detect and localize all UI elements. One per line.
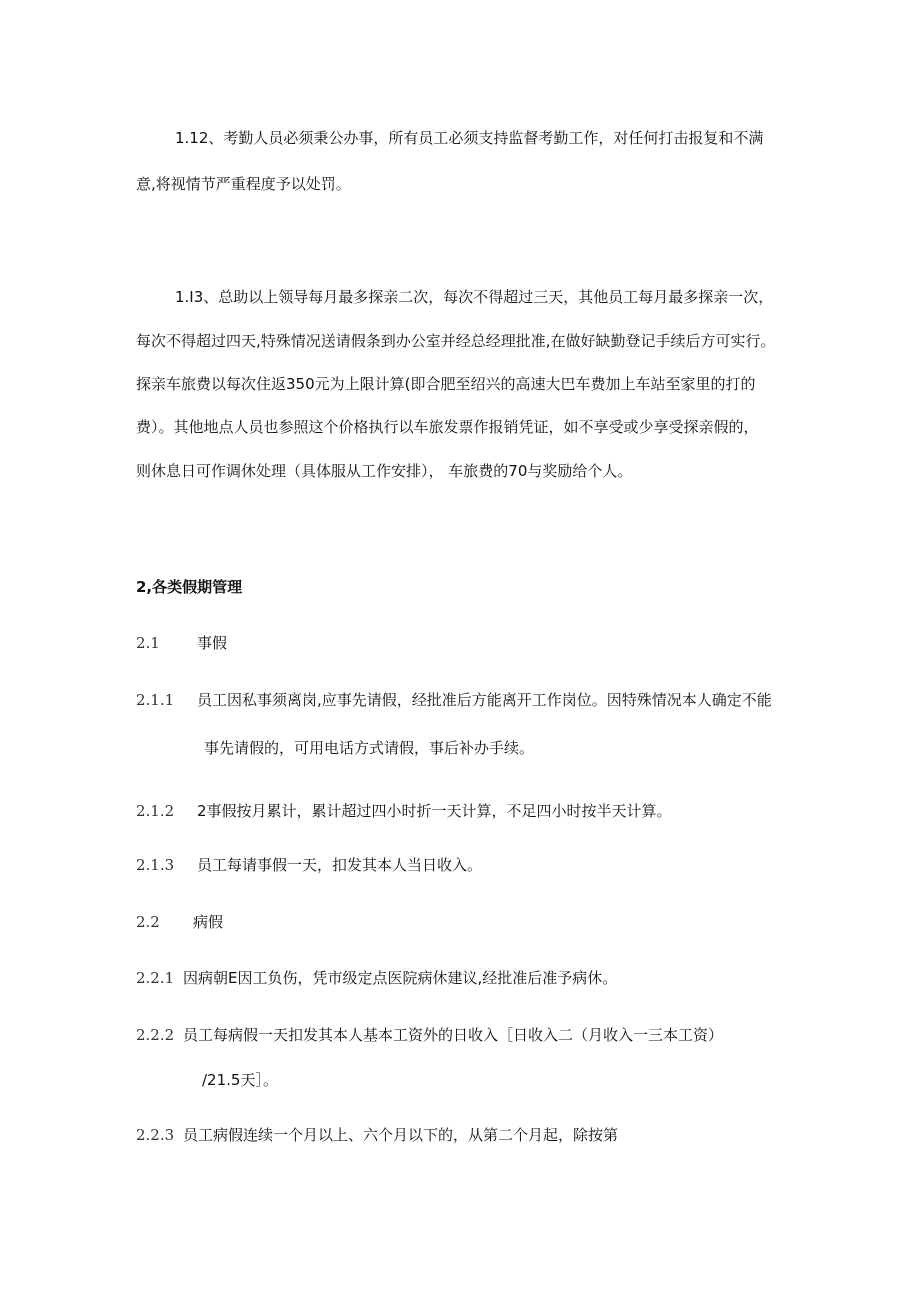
section-2-1-number: 2.1 [136,634,160,652]
section-2-1-1-line-1: 员工因私事须离岗,应事先请假，经批准后方能离开工作岗位。因特殊情况本人确定不能 [197,691,772,709]
para-1-13-line-3: 探亲车旅费以每次住返350元为上限计算(即合肥至绍兴的高速大巴车费加上车站至家里的打的 [136,375,756,393]
para-1-13-line-4: 费）。其他地点人员也参照这个价格执行以车旅发票作报销凭证，如不享受或少享受探亲假的， [136,418,759,436]
section-2-2-1-number: 2.2.1 [136,969,175,987]
para-1-12-line-1: 1.12、考勤人员必须秉公办事，所有员工必须支持监督考勤工作，对任何打击报复和不满 [175,129,764,147]
para-1-13-line-1: 1.I3、总助以上领导每月最多探亲二次，每次不得超过三天，其他员工每月最多探亲一次， [175,288,774,306]
section-2-1-2-text: 2事假按月累计，累计超过四小时折一天计算，不足四小时按半天计算。 [197,802,672,820]
section-2-2-title: 病假 [193,913,224,931]
section-2-2-number: 2.2 [136,913,160,931]
para-1-13-line-2: 每次不得超过四天,特殊情况送请假条到办公室并经总经理批准,在做好缺勤登记手续后方可实行。 [136,332,776,350]
section-2-2-2-line-2: /21.5天］。 [202,1071,278,1089]
section-2-heading: 2,各类假期管理 [136,578,243,596]
section-2-1-3-number: 2.1.3 [136,856,175,874]
section-2-2-3-number: 2.2.3 [136,1126,175,1144]
para-1-13-line-5: 则休息日可作调休处理（具体服从工作安排）， 车旅费的70与奖励给个人。 [136,462,633,480]
section-2-1-title: 事假 [197,634,228,652]
para-1-12-line-2: 意,将视情节严重程度予以处罚。 [136,175,351,193]
section-2-1-1-number: 2.1.1 [136,691,175,709]
section-2-2-2-number: 2.2.2 [136,1026,175,1044]
section-2-2-2-line-1: 员工每病假一天扣发其本人基本工资外的日收入［日收入二（月收入一三本工资） [183,1026,724,1044]
section-2-2-1-text: 因病朝E因工负伤，凭市级定点医院病休建议,经批准后准予病休。 [183,969,618,987]
section-2-1-2-number: 2.1.2 [136,802,175,820]
section-2-1-3-text: 员工每请事假一天，扣发其本人当日收入。 [197,856,483,874]
section-2-1-1-line-2: 事先请假的，可用电话方式请假，事后补办手续。 [204,739,535,757]
section-2-2-3-text: 员工病假连续一个月以上、六个月以下的，从第二个月起，除按第 [183,1126,619,1144]
